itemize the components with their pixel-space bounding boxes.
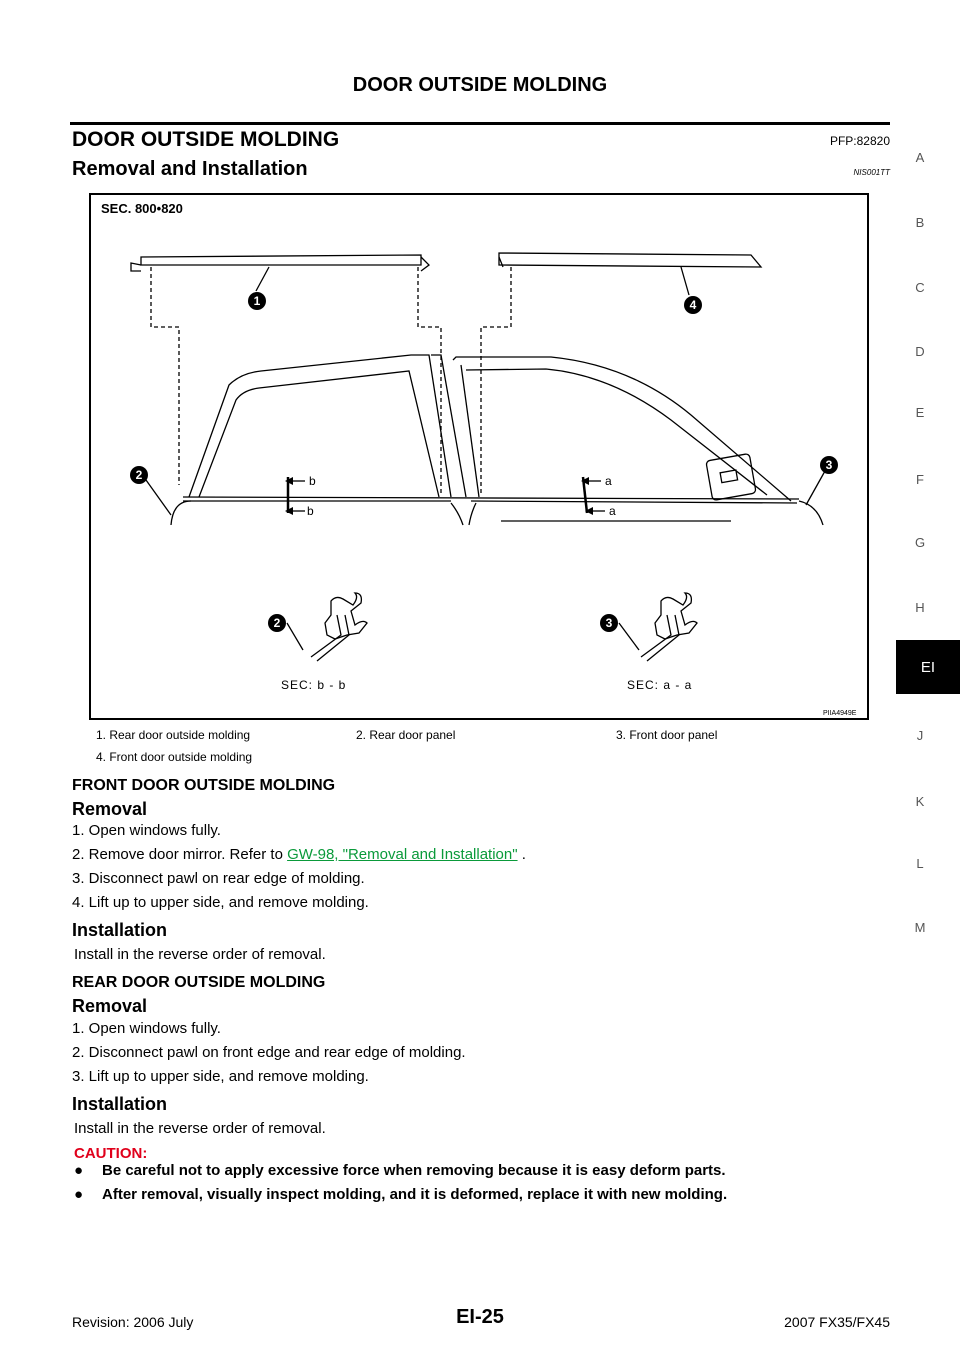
bullet-dot-icon: ● bbox=[74, 1186, 84, 1203]
nis-code: NIS001TT bbox=[853, 168, 890, 177]
section-title: DOOR OUTSIDE MOLDING bbox=[72, 128, 340, 151]
section-mark-b-upper: b bbox=[309, 474, 316, 488]
footer-model: 2007 FX35/FX45 bbox=[784, 1314, 890, 1330]
front-step-2-text: 2. Remove door mirror. Refer to bbox=[72, 846, 288, 863]
callout-1-label: 1 bbox=[253, 294, 261, 308]
beltline bbox=[183, 497, 799, 499]
callout-2-label: 2 bbox=[135, 468, 143, 482]
subsection-title: Removal and Installation bbox=[72, 158, 308, 180]
side-index-m[interactable]: M bbox=[914, 920, 926, 935]
legend-item-2: 2. Rear door panel bbox=[356, 728, 456, 742]
side-index-e[interactable]: E bbox=[915, 405, 925, 420]
side-index-c[interactable]: C bbox=[915, 280, 925, 295]
callout-3-label: 3 bbox=[825, 458, 833, 472]
page-header-title: DOOR OUTSIDE MOLDING bbox=[352, 74, 608, 96]
caution-bullet-2-text: After removal, visually inspect molding, and it is deformed, replace it with new molding. bbox=[102, 1186, 728, 1203]
caution-bullet-2 bbox=[74, 1186, 727, 1203]
rear-installation-text: Install in the reverse order of removal. bbox=[74, 1120, 326, 1137]
front-step-4: 4. Lift up to upper side, and remove molding. bbox=[72, 894, 369, 911]
rear-door-frame bbox=[189, 355, 451, 497]
legend-item-4: 4. Front door outside molding bbox=[96, 750, 253, 764]
callout-4 bbox=[684, 296, 702, 314]
molding-diagram-svg bbox=[91, 195, 867, 718]
rear-molding-strip bbox=[141, 255, 421, 265]
front-step-1: 1. Open windows fully. bbox=[72, 822, 221, 839]
sec-b-b-label: SEC: b - b bbox=[281, 678, 347, 692]
front-installation-text: Install in the reverse order of removal. bbox=[74, 946, 326, 963]
rear-step-1: 1. Open windows fully. bbox=[72, 1020, 221, 1037]
rear-installation-heading: Installation bbox=[72, 1094, 168, 1114]
front-removal-heading: Removal bbox=[72, 799, 148, 819]
side-index-active-tab[interactable]: EI bbox=[896, 640, 960, 694]
rear-step-3: 3. Lift up to upper side, and remove molding. bbox=[72, 1068, 369, 1085]
callout-2-section-label: 2 bbox=[273, 616, 281, 630]
section-mark-a-upper: a bbox=[605, 474, 612, 488]
front-installation-heading: Installation bbox=[72, 920, 168, 940]
caution-label: CAUTION: bbox=[74, 1145, 148, 1162]
mirror-base bbox=[706, 453, 756, 500]
rear-step-2: 2. Disconnect pawl on front edge and rear edge of molding. bbox=[72, 1044, 466, 1061]
rear-removal-heading: Removal bbox=[72, 996, 148, 1016]
callout-1 bbox=[248, 292, 266, 310]
front-step-3: 3. Disconnect pawl on rear edge of molding. bbox=[72, 870, 365, 887]
callout-4-label: 4 bbox=[689, 298, 697, 312]
figure-id: PIIA4949E bbox=[823, 710, 857, 717]
rear-door-heading: REAR DOOR OUTSIDE MOLDING bbox=[72, 974, 326, 991]
side-index-k[interactable]: K bbox=[915, 794, 925, 809]
header-rule bbox=[70, 122, 890, 125]
pfp-code: PFP:82820 bbox=[829, 134, 890, 148]
side-index-l[interactable]: L bbox=[916, 856, 924, 871]
caution-bullet-1 bbox=[74, 1162, 726, 1179]
callout-2 bbox=[130, 466, 148, 484]
gw-98-link[interactable]: GW-98, "Removal and Installation" bbox=[287, 846, 518, 863]
side-index-b[interactable]: B bbox=[915, 215, 925, 230]
side-index-d[interactable]: D bbox=[915, 344, 925, 359]
legend-item-1: 1. Rear door outside molding bbox=[96, 728, 251, 742]
callout-3-section bbox=[600, 614, 618, 632]
side-index-j[interactable]: J bbox=[916, 728, 924, 743]
sec-a-a-label: SEC: a - a bbox=[627, 678, 693, 692]
front-step-2-suffix: . bbox=[517, 846, 526, 863]
section-a-clip bbox=[655, 593, 697, 639]
caution-bullet-1-text: Be careful not to apply excessive force when removing because it is easy deform parts. bbox=[102, 1162, 726, 1179]
front-door-heading: FRONT DOOR OUTSIDE MOLDING bbox=[72, 777, 336, 794]
section-b-clip bbox=[325, 593, 367, 639]
footer-page-number: EI-25 bbox=[456, 1306, 504, 1328]
front-door-frame bbox=[453, 357, 791, 501]
callout-2-section bbox=[268, 614, 286, 632]
legend-item-3: 3. Front door panel bbox=[616, 728, 718, 742]
side-index-g[interactable]: G bbox=[914, 535, 926, 550]
side-index-h[interactable]: H bbox=[915, 600, 925, 615]
callout-3 bbox=[820, 456, 838, 474]
molding-diagram bbox=[89, 193, 869, 720]
side-index-f[interactable]: F bbox=[916, 472, 924, 487]
bullet-dot-icon: ● bbox=[74, 1162, 84, 1179]
footer-revision: Revision: 2006 July bbox=[72, 1314, 194, 1330]
section-mark-b-lower: b bbox=[307, 504, 314, 518]
sec-label: SEC. 800•820 bbox=[101, 201, 183, 216]
front-molding-strip bbox=[499, 253, 761, 267]
side-index-a[interactable]: A bbox=[915, 150, 925, 165]
callout-3-section-label: 3 bbox=[605, 616, 613, 630]
section-mark-a-lower: a bbox=[609, 504, 616, 518]
front-step-2 bbox=[72, 846, 526, 863]
